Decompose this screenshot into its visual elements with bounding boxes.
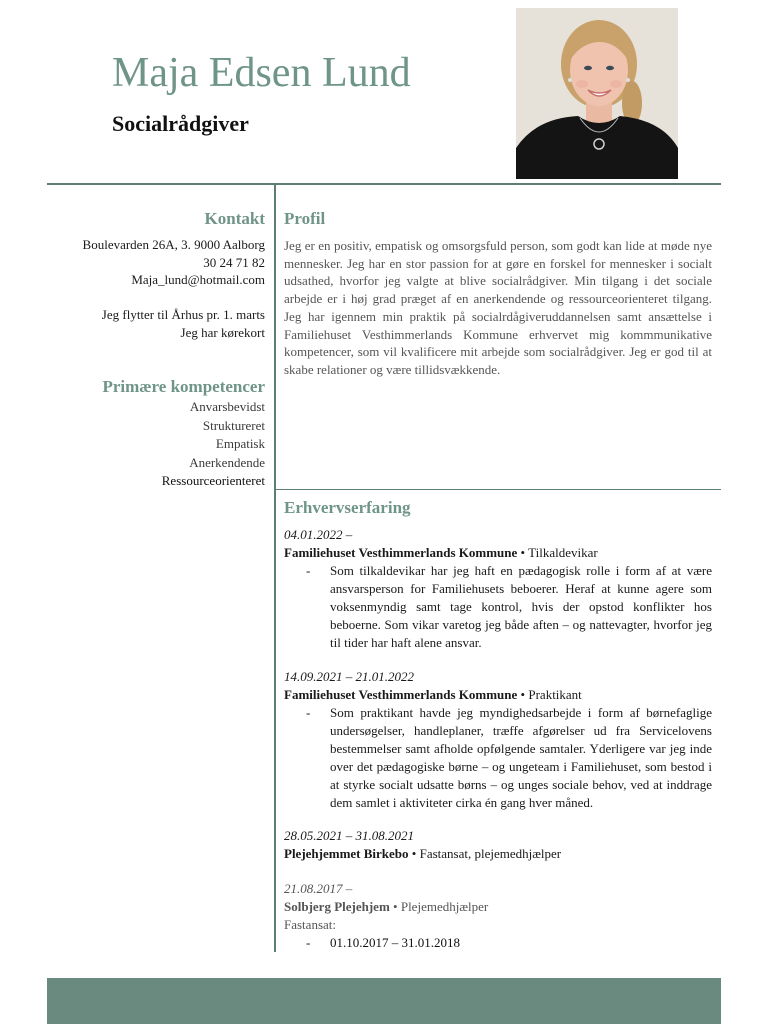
job-role: Praktikant (528, 687, 582, 702)
job-note: Fastansat: (284, 917, 336, 932)
contact-notes (102, 306, 265, 341)
bullet-dash: - (306, 935, 311, 950)
contact-heading: Kontakt (204, 209, 265, 228)
bullet-dash: - (306, 563, 311, 578)
job-role: Plejemedhjælper (400, 899, 489, 914)
experience-heading: Erhvervserfaring (284, 498, 411, 517)
contact-email: Maja_lund@hotmail.com (131, 272, 265, 287)
profile-text: Jeg er en positiv, empatisk og omsorgsfuld person, som godt kan lide at møde nye mennesker. Jeg har en stor passion for at gøre en forskel for mennesker i socialt udsathed, hvorfor jeg valgte at blive socialrådgiver. Min tilgang i det sociale arbejde er i høj grad præget af en anerkendende og ressourceorienteret tilgang. Jeg har igennem min praktik på socialrdågiveruddannelsen samt ansættelse i Familiehuset Vesthimmerlands Kommune erhvervet mig kommmunikative kompetencer, som vil kvalificere mit arbejde som socialrådgiver. Jeg er god til at skabe relationer og være tillidsvækkende. (284, 238, 712, 377)
separator-dot: • (520, 687, 526, 702)
experience-section (284, 498, 712, 518)
job-date: 28.05.2021 – 31.08.2021 (284, 828, 414, 843)
job-description (284, 704, 712, 812)
profile-photo (516, 8, 678, 179)
job-org: Familiehuset Vesthimmerlands Kommune (284, 687, 518, 702)
job-entry (284, 668, 712, 812)
footer-band (47, 978, 721, 1024)
competences-list (162, 398, 265, 491)
separator-dot: • (520, 545, 526, 560)
bullet-dash: - (306, 705, 311, 720)
competences-heading: Primære kompetencer (102, 377, 265, 396)
competence-item: Anerkendende (189, 454, 265, 470)
job-entry (284, 526, 712, 652)
job-date: 04.01.2022 – (284, 527, 353, 542)
job-org-line (284, 845, 712, 863)
license-note: Jeg har kørekort (180, 324, 265, 340)
separator-dot: • (393, 899, 398, 914)
job-org-line (284, 544, 712, 562)
job-title: Socialrådgiver (112, 111, 249, 136)
separator-dot: • (411, 846, 417, 861)
job-bullet-text: Som tilkaldevikar har jeg haft en pædagogisk rolle i form af at være ansvarsperson for Familiehusets beboerer. Heraf at kunne agere som voksenmyndig samt tage kontrol, hvis der opstod konflikter hos beboerne. Som vikar varetog jeg både aften – og nattevagter, hvorfor jeg til tider har haft alene ansvar. (330, 563, 712, 650)
job-date: 21.08.2017 – (284, 881, 353, 896)
job-role: Fastansat, plejemedhjælper (419, 846, 562, 861)
job-org: Solbjerg Plejehjem (284, 899, 390, 914)
header-divider (47, 183, 721, 185)
column-divider (274, 185, 276, 952)
job-org: Familiehuset Vesthimmerlands Kommune (284, 545, 518, 560)
competence-item: Empatisk (215, 436, 265, 451)
moving-note: Jeg flytter til Århus pr. 1. marts (101, 307, 265, 322)
job-org-line (284, 898, 712, 916)
competence-item: Struktureret (202, 417, 265, 433)
profile-heading: Profil (284, 209, 326, 228)
job-org-line (284, 686, 712, 704)
contact-details (83, 236, 265, 289)
profile-section (284, 209, 712, 229)
job-bullet-text: Som praktikant havde jeg myndighedsarbejde i form af børnefaglige undersøgelser, handleplaner, træffe afgørelser ud fra Servicelovens bestemmelser samt afholde opfølgende samtaler. Yderligere var jeg inde over det pædagogiske børne – og ungeteam i Familiehuset, som bestod i at styrke socialt udsatte børns – og unges sociale behov, ved at inddrage dem samlet i aktiviteter cirka én gang hver måned. (330, 705, 712, 810)
job-date: 14.09.2021 – 21.01.2022 (284, 669, 414, 684)
section-divider (276, 489, 721, 490)
candidate-name: Maja Edsen Lund (112, 50, 411, 96)
competence-item: Ressourceorienteret (161, 473, 265, 488)
job-description (284, 934, 712, 952)
contact-phone: 30 24 71 82 (203, 254, 265, 270)
contact-section (205, 209, 265, 229)
job-bullet-text: 01.10.2017 – 31.01.2018 (330, 935, 460, 950)
job-role: Tilkaldevikar (528, 545, 598, 560)
contact-address: Boulevarden 26A, 3. 9000 Aalborg (82, 237, 265, 252)
job-description (284, 562, 712, 652)
competences-section (102, 377, 265, 397)
job-org: Plejehjemmet Birkebo (284, 846, 409, 861)
job-entry (284, 827, 712, 863)
competence-item: Anvarsbevidst (189, 399, 265, 414)
job-entry (284, 880, 712, 952)
